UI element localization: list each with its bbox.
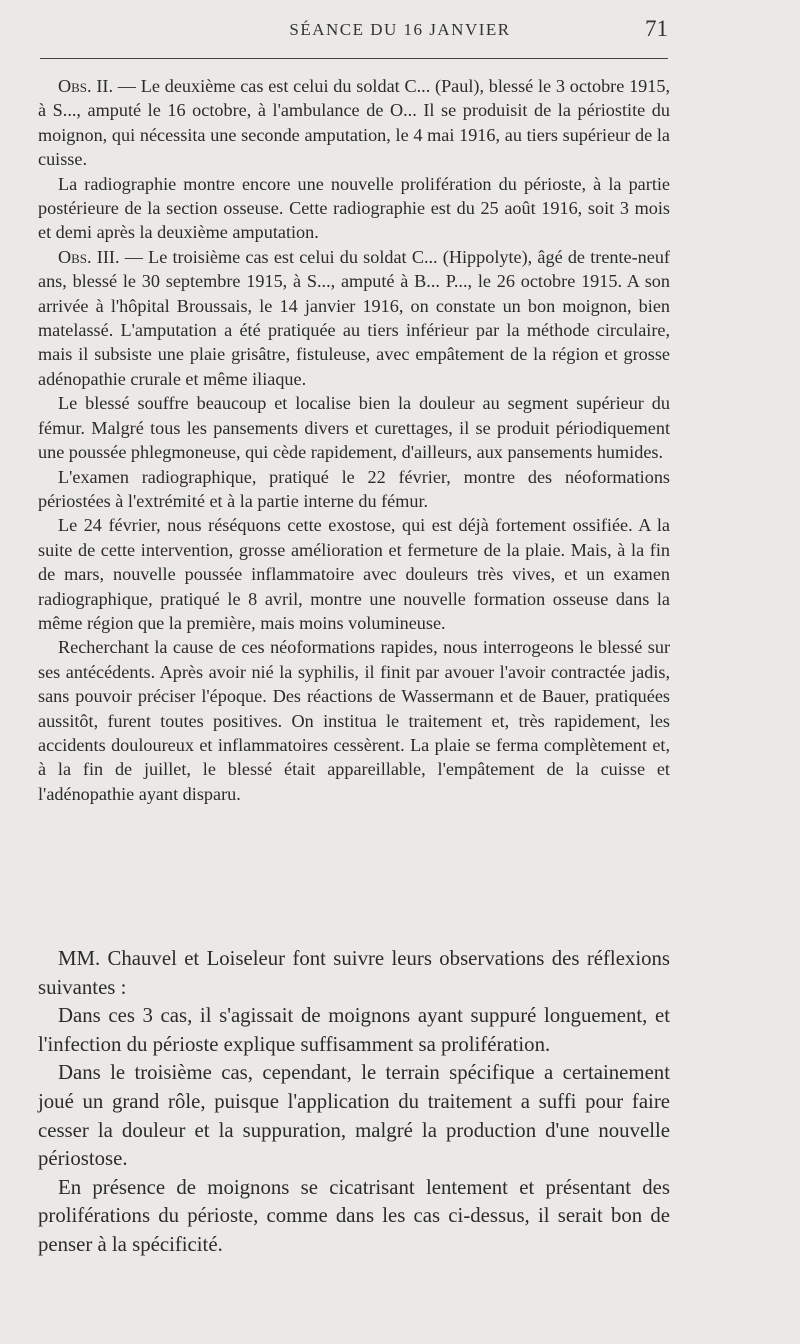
paragraph: Le 24 février, nous réséquons cette exostose, qui est déjà fortement ossifiée. A la suite de cette intervention, grosse amélioration et fermeture de la plaie. Mais, à la fin de mars, nouvelle poussée inflammatoire avec douleurs très vives, et un examen radiographique, pratiqué le 8 avril, montre une nouvelle formation osseuse dans la même région que la première, mais moins volumineuse.	[38, 515, 670, 633]
page-header	[0, 16, 800, 46]
obs-3-text: — Le troisième cas est celui du soldat C... (Hippolyte), âgé de trente-neuf ans, blessé le 30 septembre 1915, à S..., amputé à B... P..., le 26 octobre 1915. A son arrivée à l'hôpital Broussais, le 14 janvier 1916, on constate un bon moignon, bien matelassé. L'amputation a été pratiquée au tiers inférieur par la méthode circulaire, mais il subsiste une plaie grisâtre, fistuleuse, avec empâtement de la région et grosse adénopathie crurale et même iliaque.	[38, 246, 670, 389]
paragraph: Dans le troisième cas, cependant, le terrain spécifique a certainement joué un grand rôle, puisque l'application du traitement a suffi pour faire cesser la douleur et la suppuration, malgré la production d'une nouvelle périostose.	[38, 1061, 670, 1171]
paragraph: En présence de moignons se cicatrisant lentement et présentant des proliférations du périoste, comme dans les cas ci-dessus, il serait bon de penser à la spécificité.	[38, 1175, 670, 1256]
header-rule	[40, 58, 668, 59]
running-title: SÉANCE DU 16 JANVIER	[289, 20, 511, 39]
observations-section	[38, 74, 670, 806]
obs-3-label: Obs. III.	[58, 246, 120, 267]
paragraph: Recherchant la cause de ces néoformations rapides, nous interrogeons le blessé sur ses antécédents. Après avoir nié la syphilis, il finit par avouer l'avoir contractée jadis, sans pouvoir préciser l'époque. Des réactions de Wassermann et de Bauer, pratiquées aussitôt, furent toutes positives. On institua le traitement et, très rapidement, les accidents douloureux et inflammatoires cessèrent. La plaie se ferma complètement et, à la fin de juillet, le blessé était appareillable, l'empâtement de la cuisse et l'adénopathie ayant disparu.	[38, 637, 670, 804]
obs-2-label: Obs. II.	[58, 76, 114, 96]
paragraph: MM. Chauvel et Loiseleur font suivre leurs observations des réflexions suivantes :	[38, 947, 670, 999]
obs-2-text: — Le deuxième cas est celui du soldat C... (Paul), blessé le 3 octobre 1915, à S..., amputé le 16 octobre, à l'ambulance de O... Il se produisit de la périostite du moignon, qui nécessita une seconde amputation, le 4 mai 1916, au tiers supérieur de la cuisse.	[38, 76, 670, 170]
page-number: 71	[645, 16, 668, 41]
paragraph: Le blessé souffre beaucoup et localise bien la douleur au segment supérieur du fémur. Malgré tous les pansements divers et curettages, il se produit périodiquement une poussée phlegmoneuse, qui cède rapidement, d'ailleurs, aux pansements humides.	[38, 393, 670, 463]
paragraph: La radiographie montre encore une nouvelle prolifération du périoste, à la partie postérieure de la section osseuse. Cette radiographie est du 25 août 1916, soit 3 mois et demi après la deuxième amputation.	[38, 173, 670, 243]
paragraph: Dans ces 3 cas, il s'agissait de moignons ayant suppuré longuement, et l'infection du périoste explique suffisamment sa prolifération.	[38, 1004, 670, 1056]
obs-2-paragraph	[38, 74, 670, 172]
obs-3-paragraph	[38, 245, 670, 391]
reflections-section	[38, 945, 670, 1260]
paragraph: L'examen radiographique, pratiqué le 22 février, montre des néoformations périostées à l'extrémité et à la partie interne du fémur.	[38, 466, 670, 511]
